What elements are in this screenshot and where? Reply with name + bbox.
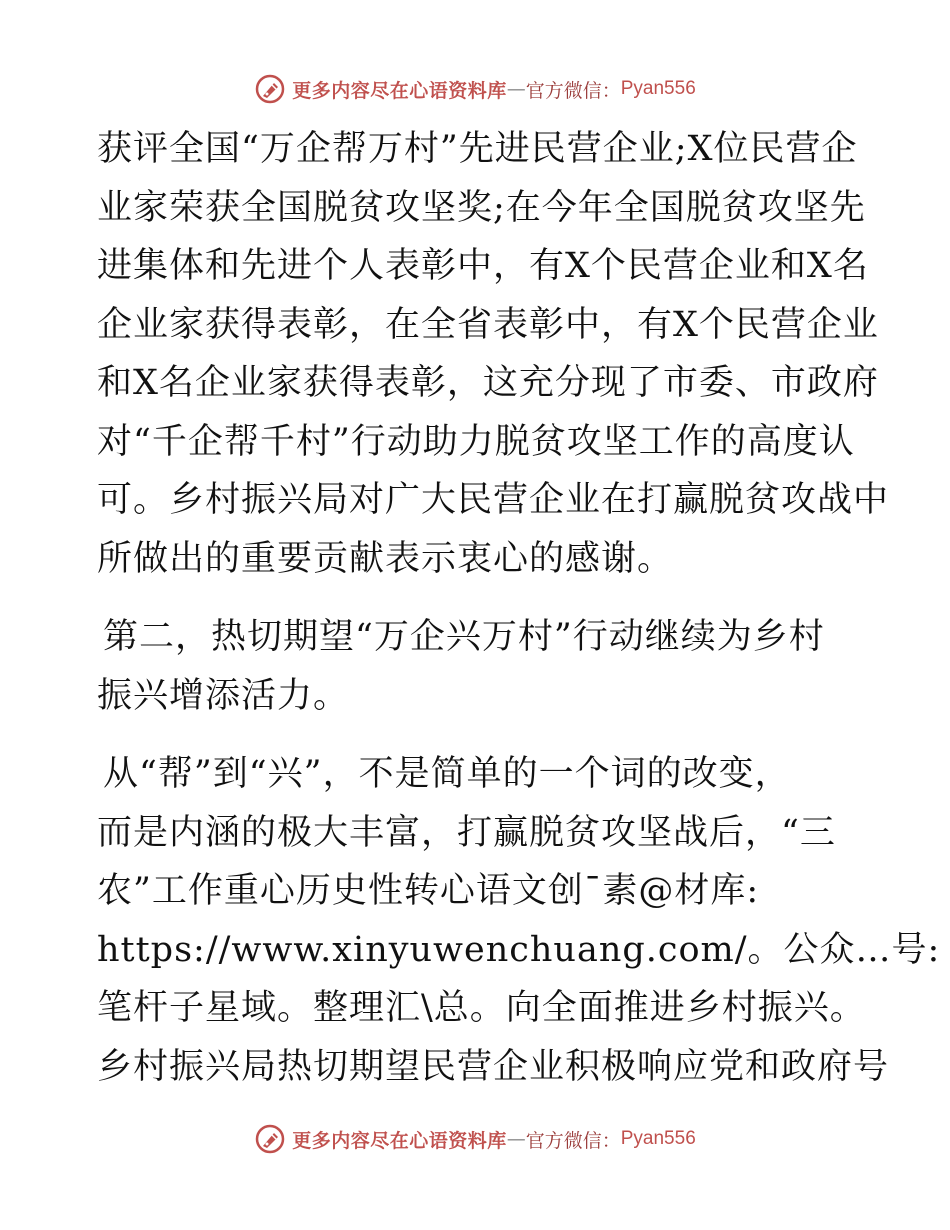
text-line: 第二，热切期望“万企兴万村”行动继续为乡村 [103,617,825,657]
text-line: 农”工作重心历史性转心语文创¯素@材库: [97,871,760,911]
pen-nib-circle-icon [254,1123,286,1155]
text-line: https://www.xinyuwenchuang.com/。公众…号: [97,929,941,970]
paragraph-3 [97,745,941,1096]
header-wechat-account: Pyan556 [620,78,696,99]
document-body [97,120,941,1096]
text-line: 乡村振兴局热切期望民营企业积极响应党和政府号 [97,1046,890,1087]
text-line: 从“帮”到“兴”，不是简单的一个词的改变， [103,754,791,794]
header-separator: — [506,78,526,100]
paragraph-1 [97,120,897,588]
paragraph-2 [97,608,897,725]
text-line: 可。乡村振兴局对广大民营企业在打赢脱贫攻战中 [97,480,890,520]
text-line: 而是内涵的极大丰富，打赢脱贫攻坚战后，“三 [97,812,836,853]
header-wechat-label: 官方微信： [525,79,621,102]
text-line: 对“千企帮千村”行动助力脱贫攻坚工作的高度认 [97,421,855,462]
footer-brand-text: 更多内容尽在心语资料库 [292,1129,507,1152]
text-line: 获评全国“万企帮万村”先进民营企业;X位民营企 [97,129,858,169]
footer-wechat-label: 官方微信： [525,1129,621,1152]
text-line: 笔杆子星域。整理汇\总。向全面推进乡村振兴。 [97,988,866,1028]
text-line: 进集体和先进个人表彰中，有X个民营企业和X名 [97,246,869,286]
text-line: 业家荣获全国脱贫攻坚奖;在今年全国脱贫攻坚先 [97,187,866,228]
header-banner [0,72,950,106]
header-brand-text: 更多内容尽在心语资料库 [292,79,507,102]
footer-separator: — [506,1128,526,1150]
text-line: 振兴增添活力。 [97,675,350,716]
text-line: 和X名企业家获得表彰，这充分现了市委、市政府 [97,363,879,403]
text-line: 企业家获得表彰，在全省表彰中，有X个民营企业 [97,304,879,345]
pen-nib-circle-icon [254,73,286,105]
footer-wechat-account: Pyan556 [620,1128,696,1149]
text-line: 所做出的重要贡献表示衷心的感谢。 [97,538,674,579]
footer-banner [0,1122,950,1156]
